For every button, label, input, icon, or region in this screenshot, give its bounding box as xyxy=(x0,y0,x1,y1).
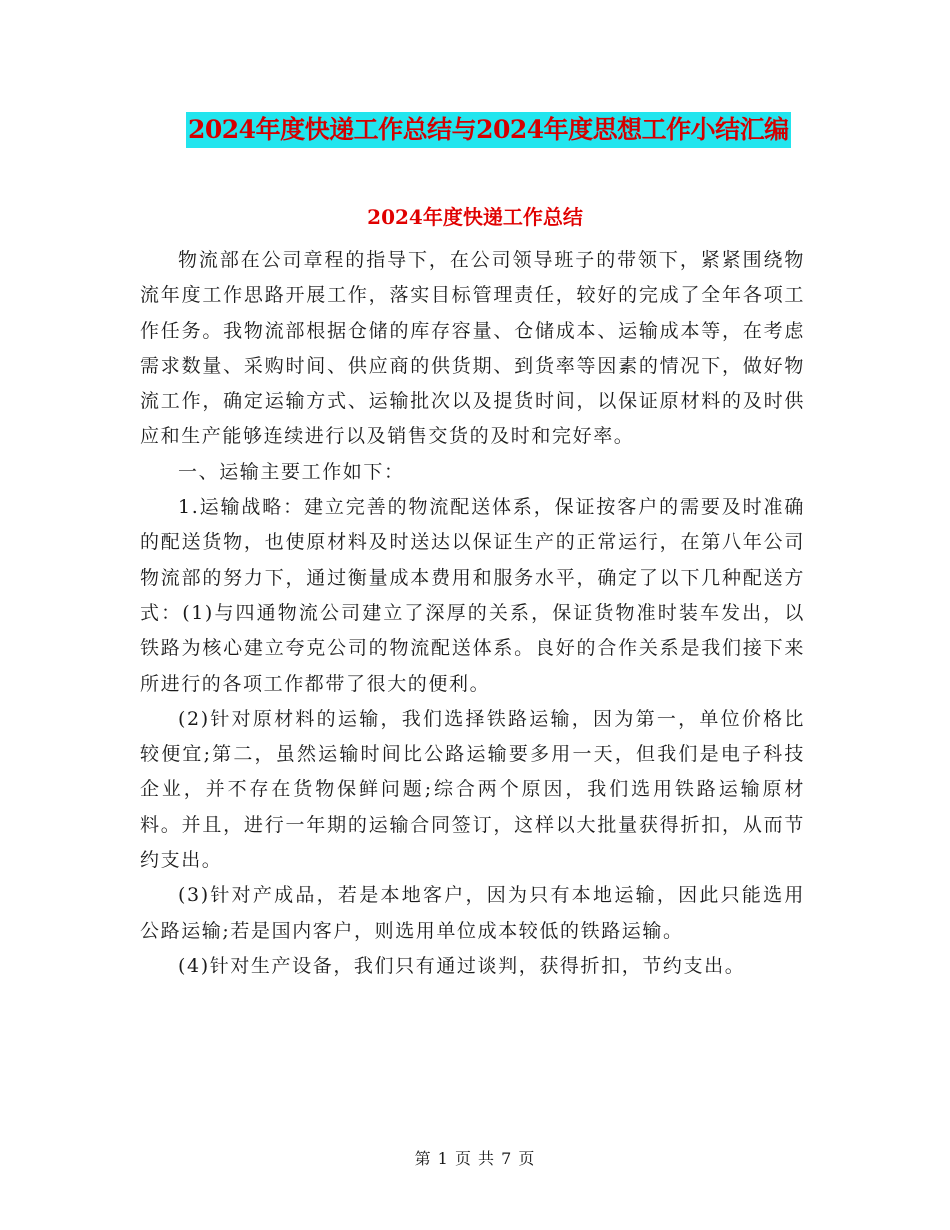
paragraph: 1.运输战略：建立完善的物流配送体系，保证按客户的需要及时准确的配送货物，也使原材料及时送达以保证生产的正常运行，在第八年公司物流部的努力下，通过衡量成本费用和服务水平，确定了以下几种配送方式：(1)与四通物流公司建立了深厚的关系，保证货物准时装车发出，以铁路为核心建立夸克公司的物流配送体系。良好的合作关系是我们接下来所进行的各项工作都带了很大的便利。 xyxy=(140,496,805,695)
document-title: 2024年度快递工作总结与2024年度思想工作小结汇编 xyxy=(186,112,791,148)
body-text xyxy=(140,243,805,984)
section-title: 2024年度快递工作总结 xyxy=(367,205,583,229)
paragraph: 一、运输主要工作如下： xyxy=(178,460,405,483)
paragraph: (3)针对产成品，若是本地客户，因为只有本地运输，因此只能选用公路运输;若是国内客户，则选用单位成本较低的铁路运输。 xyxy=(140,884,805,942)
page-footer: 第 1 页 共 7 页 xyxy=(414,1149,536,1168)
paragraph: (2)针对原材料的运输，我们选择铁路运输，因为第一，单位价格比较便宜;第二，虽然运输时间比公路运输要多用一天，但我们是电子科技企业，并不存在货物保鲜问题;综合两个原因，我们选用铁路运输原材料。并且，进行一年期的运输合同签订，这样以大批量获得折扣，从而节约支出。 xyxy=(140,707,805,872)
paragraph: 物流部在公司章程的指导下，在公司领导班子的带领下，紧紧围绕物流年度工作思路开展工作，落实目标管理责任，较好的完成了全年各项工作任务。我物流部根据仓储的库存容量、仓储成本、运输成本等，在考虑需求数量、采购时间、供应商的供货期、到货率等因素的情况下，做好物流工作，确定运输方式、运输批次以及提货时间，以保证原材料的及时供应和生产能够连续进行以及销售交货的及时和完好率。 xyxy=(140,249,805,448)
paragraph: (4)针对生产设备，我们只有通过谈判，获得折扣，节约支出。 xyxy=(178,954,746,977)
